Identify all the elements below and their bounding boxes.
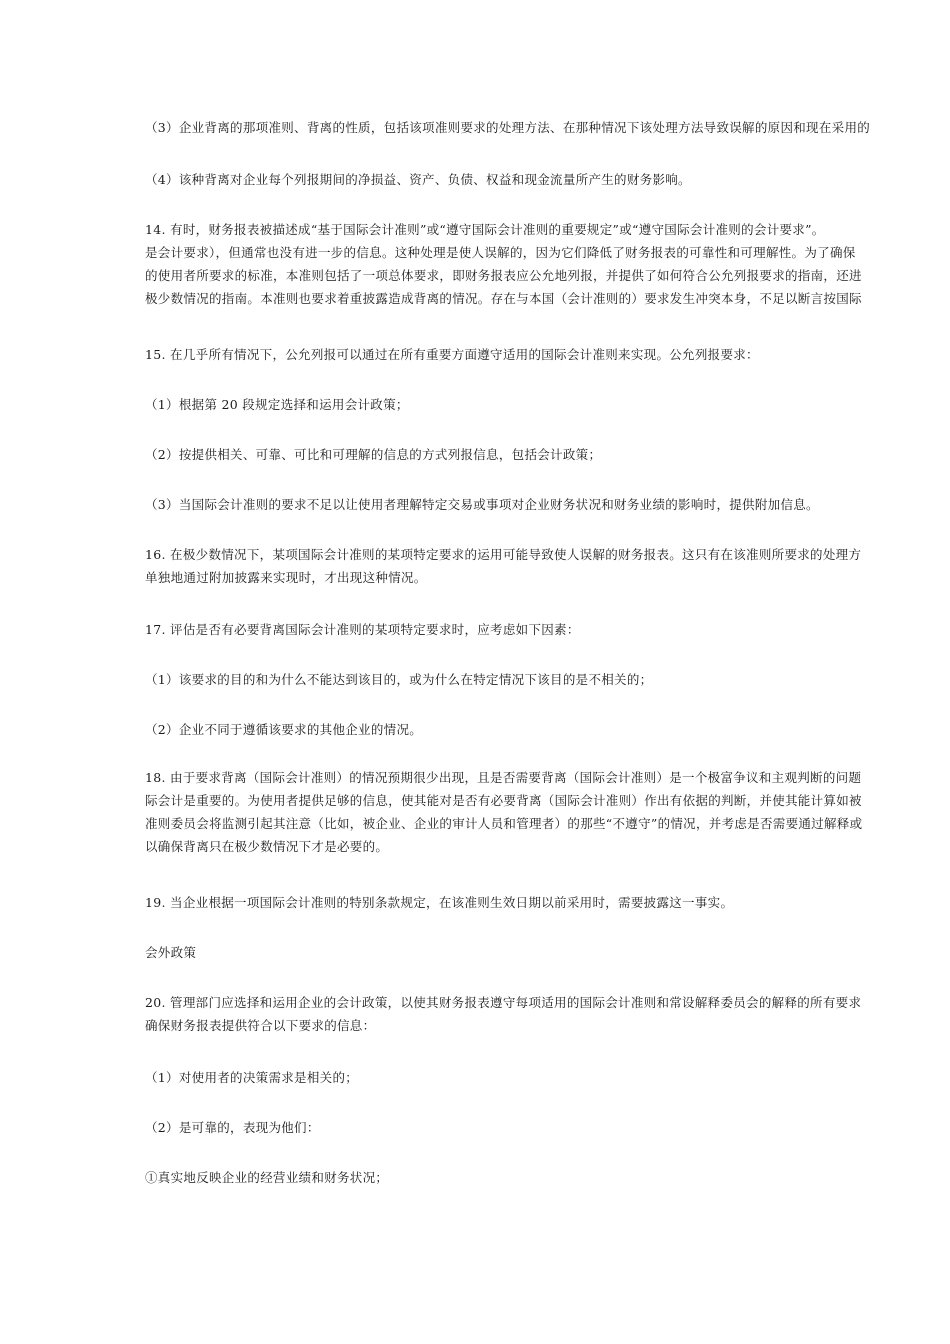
text-line: 14. 有时，财务报表被描述成“基于国际会计准则”或“遵守国际会计准则的重要规定”或“遵守国际会计准则的会计要求”。 — [145, 222, 825, 237]
text-line: （3）当国际会计准则的要求不足以让使用者理解特定交易或事项对企业财务状况和财务业绩的影响时，提供附加信息。 — [145, 497, 819, 512]
text-line: （1）对使用者的决策需求是相关的； — [145, 1070, 359, 1085]
paragraph-20-item-2a — [145, 1166, 950, 1189]
text-line: 以确保背离只在极少数情况下才是必要的。 — [145, 839, 389, 854]
text-line: （2）按提供相关、可靠、可比和可理解的信息的方式列报信息，包括会计政策； — [145, 447, 602, 462]
section-heading — [145, 941, 950, 964]
paragraph-15-item-3 — [145, 493, 950, 516]
text-line: 是会计要求），但通常也没有进一步的信息。这种处理是使人误解的，因为它们降低了财务报表的可靠性和可理解性。为了确保 — [145, 245, 856, 260]
text-line: 16. 在极少数情况下，某项国际会计准则的某项特定要求的运用可能导致使人误解的财务报表。这只有在该准则所要求的处理方 — [145, 547, 862, 562]
paragraph-15 — [145, 343, 950, 366]
text-line: （4）该种背离对企业每个列报期间的净损益、资产、负债、权益和现金流量所产生的财务影响。 — [145, 172, 691, 187]
paragraph-17-item-1 — [145, 668, 950, 691]
paragraph-20-item-1 — [145, 1066, 950, 1089]
paragraph-3-deviation-disclosure — [145, 116, 950, 139]
paragraph-20-item-2 — [145, 1116, 950, 1139]
text-line: 单独地通过附加披露来实现时，才出现这种情况。 — [145, 570, 427, 585]
text-line: 准则委员会将监测引起其注意（比如，被企业、企业的审计人员和管理者）的那些“不遵守”的情况，并考虑是否需要通过解释或 — [145, 816, 863, 831]
text-line: （2）企业不同于遵循该要求的其他企业的情况。 — [145, 722, 423, 737]
text-line: 18. 由于要求背离（国际会计准则）的情况预期很少出现，且是否需要背离（国际会计准则）是一个极富争议和主观判断的问题 — [145, 770, 862, 785]
text-line: 17. 评估是否有必要背离国际会计准则的某项特定要求时，应考虑如下因素： — [145, 622, 580, 637]
paragraph-19 — [145, 891, 950, 914]
paragraph-15-item-1 — [145, 393, 950, 416]
paragraph-16 — [145, 543, 950, 589]
text-line: （1）该要求的目的和为什么不能达到该目的，或为什么在特定情况下该目的是不相关的； — [145, 672, 653, 687]
text-line: （1）根据第 20 段规定选择和运用会计政策； — [145, 397, 409, 412]
text-line: 会外政策 — [145, 945, 197, 960]
text-line: 极少数情况的指南。本准则也要求着重披露造成背离的情况。存在与本国（会计准则的）要求发生冲突本身，不足以断言按国际 — [145, 291, 862, 306]
paragraph-17 — [145, 618, 950, 641]
paragraph-17-item-2 — [145, 718, 950, 741]
text-line: 19. 当企业根据一项国际会计准则的特别条款规定，在该准则生效日期以前采用时，需要披露这一事实。 — [145, 895, 734, 910]
text-line: ①真实地反映企业的经营业绩和财务状况； — [145, 1170, 389, 1185]
paragraph-20 — [145, 991, 950, 1037]
paragraph-14 — [145, 218, 950, 310]
paragraph-18 — [145, 766, 950, 858]
text-line: 15. 在几乎所有情况下，公允列报可以通过在所有重要方面遵守适用的国际会计准则来实现。公允列报要求： — [145, 347, 759, 362]
text-line: （3）企业背离的那项准则、背离的性质，包括该项准则要求的处理方法、在那种情况下该处理方法导致误解的原因和现在采用的 — [145, 120, 871, 135]
text-line: （2）是可靠的，表现为他们： — [145, 1120, 320, 1135]
text-line: 际会计是重要的。为使用者提供足够的信息，使其能对是否有必要背离（国际会计准则）作出有依据的判断，并使其能计算如被 — [145, 793, 862, 808]
text-line: 确保财务报表提供符合以下要求的信息： — [145, 1018, 376, 1033]
text-line: 20. 管理部门应选择和运用企业的会计政策，以使其财务报表遵守每项适用的国际会计准则和常设解释委员会的解释的所有要求 — [145, 995, 862, 1010]
paragraph-15-item-2 — [145, 443, 950, 466]
text-line: 的使用者所要求的标准，本准则包括了一项总体要求，即财务报表应公允地列报，并提供了如何符合公允列报要求的指南，还进 — [145, 268, 862, 283]
paragraph-4-financial-impact — [145, 168, 950, 191]
